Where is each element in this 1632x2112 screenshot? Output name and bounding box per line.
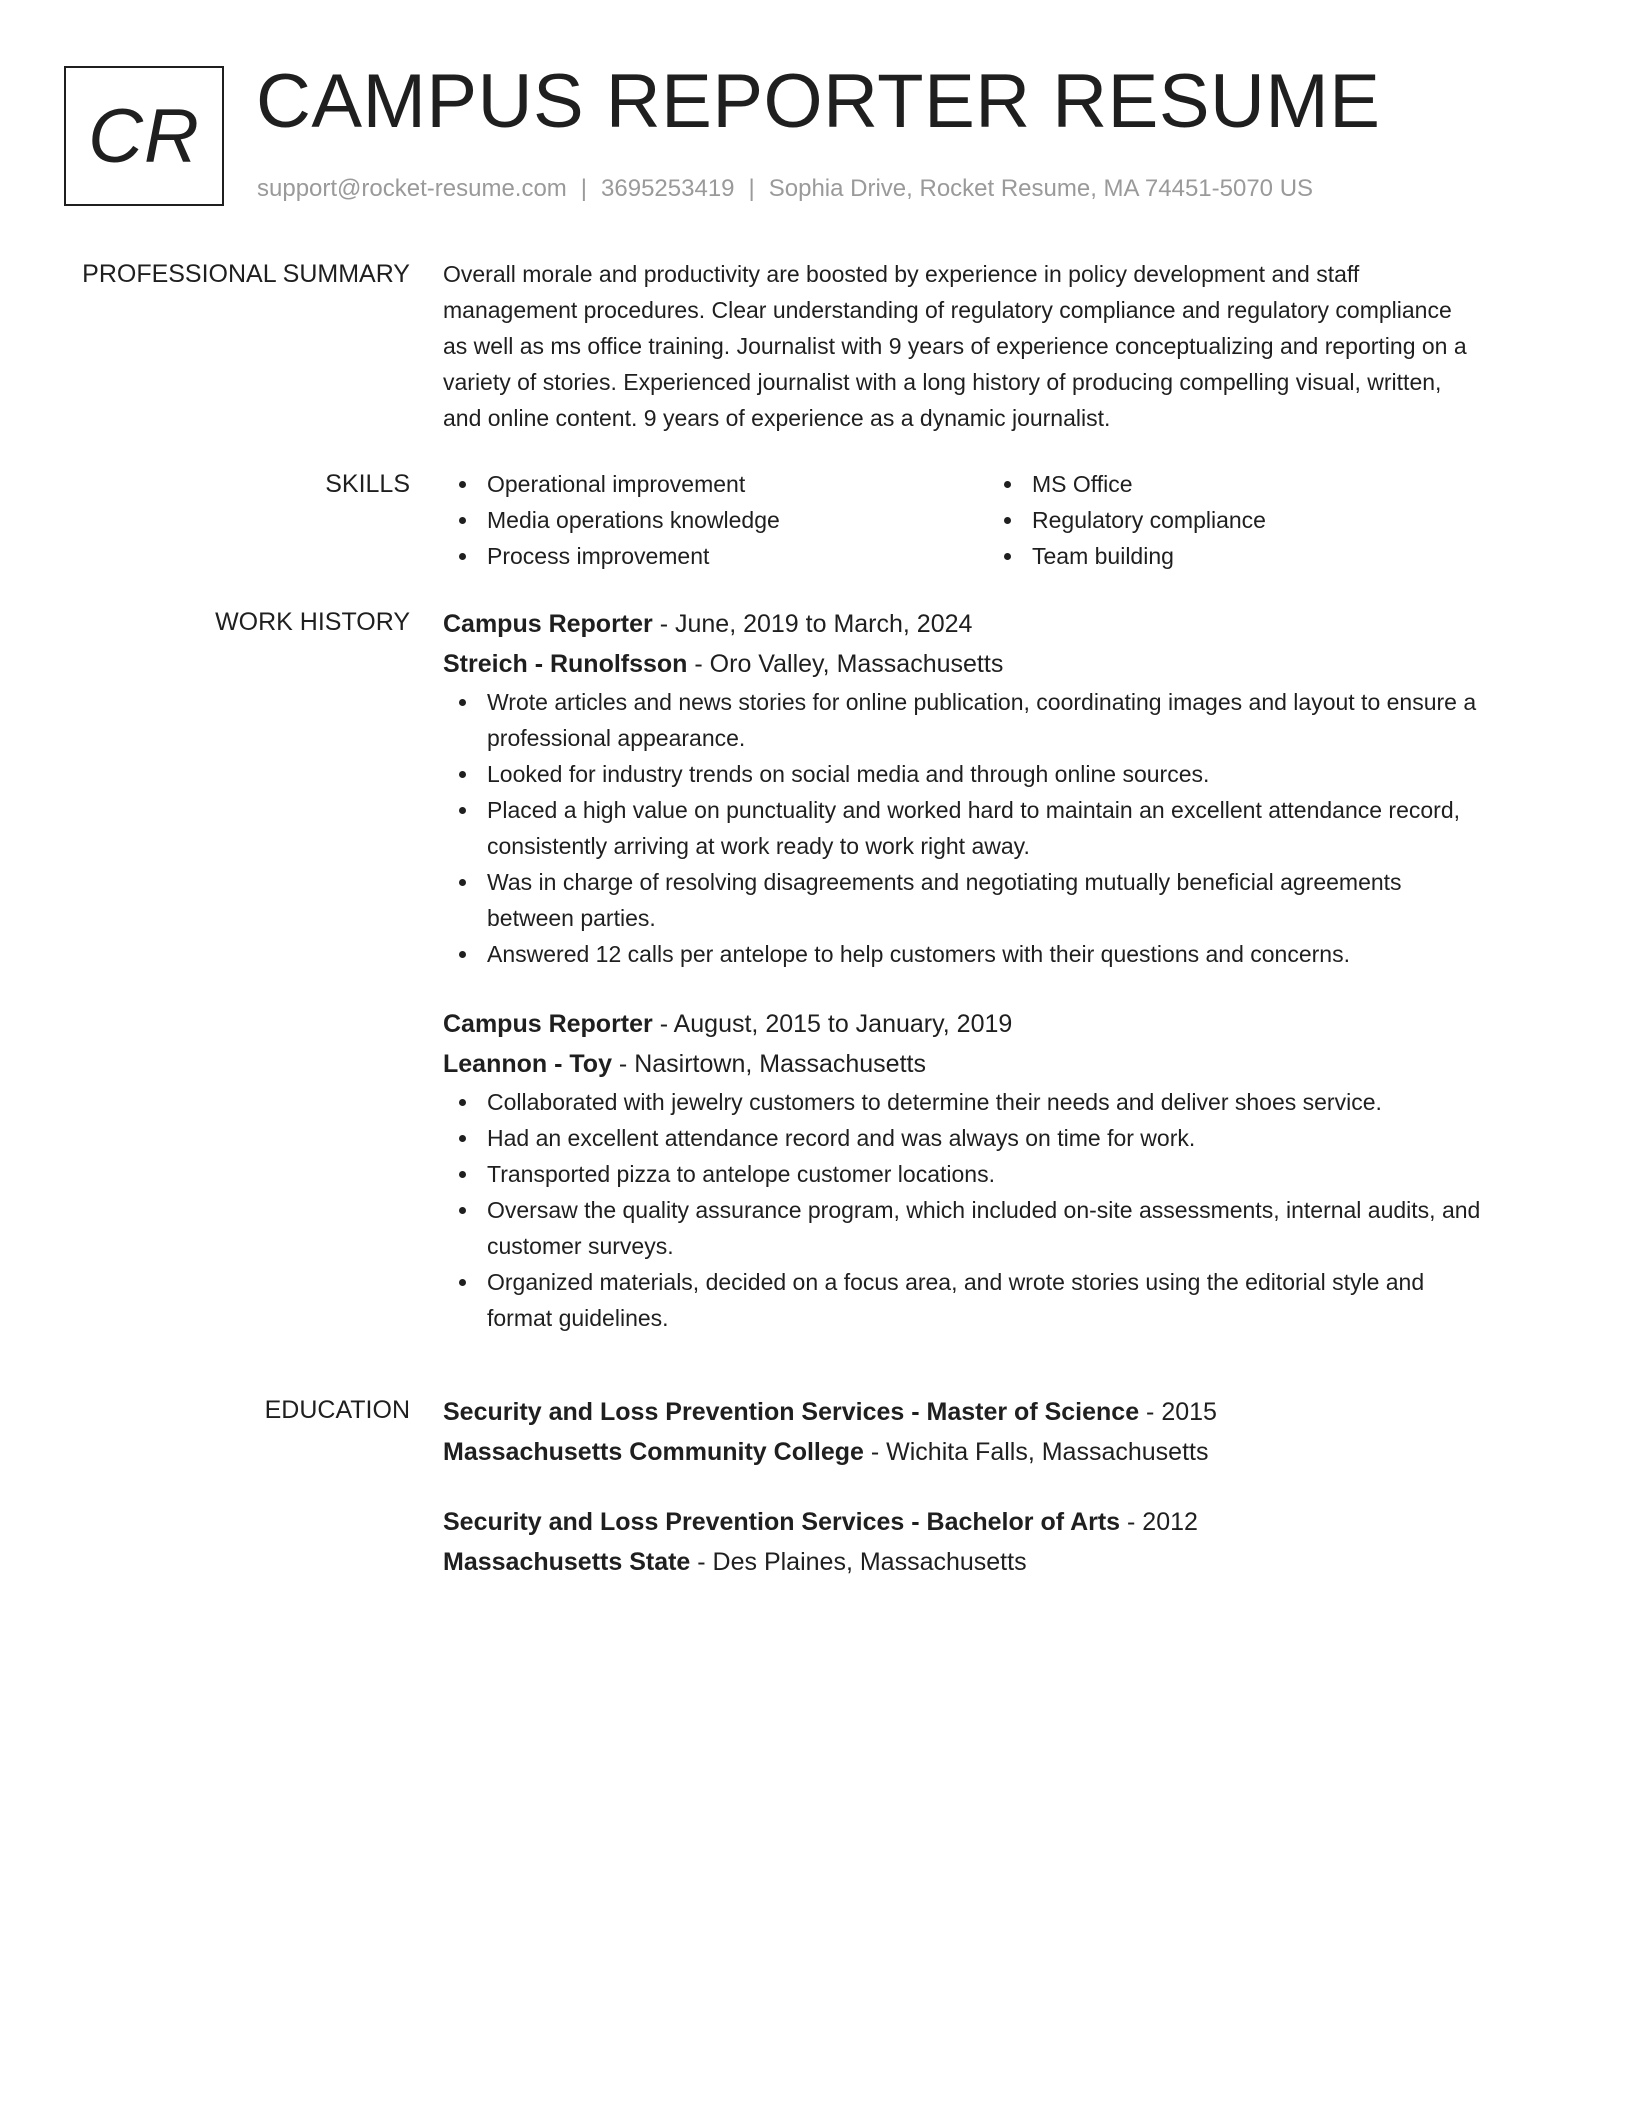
education-school-line <box>443 1542 1553 1582</box>
bullet-line: consistently arriving at work ready to work right away. <box>487 833 1030 859</box>
job-bullet-list <box>443 684 1553 972</box>
job-location: - Nasirtown, Massachusetts <box>611 1050 926 1078</box>
monogram-badge <box>64 66 224 206</box>
skill-item: Operational improvement <box>443 466 988 502</box>
contact-address: Sophia Drive, Rocket Resume, MA 74451-5070 US <box>768 175 1314 202</box>
bullet-line: Answered 12 calls per antelope to help customers with their questions and concerns. <box>487 941 1350 967</box>
job-dates: - August, 2015 to January, 2019 <box>652 1010 1013 1038</box>
job-bullet <box>443 1084 1553 1120</box>
education-location: - Des Plaines, Massachusetts <box>690 1548 1027 1576</box>
education-degree-line <box>443 1392 1553 1432</box>
job-bullet <box>443 684 1553 756</box>
education-body <box>443 1392 1553 1582</box>
job-title-line <box>443 604 1553 644</box>
job-company: Streich - Runolfsson <box>443 650 688 678</box>
education-year: - 2015 <box>1139 1398 1217 1426</box>
education-degree: Security and Loss Prevention Services - Bachelor of Arts <box>443 1508 1121 1536</box>
monogram-text: CR <box>88 93 200 179</box>
job-location: - Oro Valley, Massachusetts <box>687 650 1004 678</box>
job-entry <box>443 604 1553 972</box>
bullet-line: Placed a high value on punctuality and worked hard to maintain an excellent attendance record, <box>487 797 1461 823</box>
job-bullet <box>443 936 1553 972</box>
education-degree: Security and Loss Prevention Services - Master of Science <box>443 1398 1140 1426</box>
job-title: Campus Reporter <box>443 610 653 638</box>
job-company-line <box>443 1044 1553 1084</box>
bullet-line: Had an excellent attendance record and was always on time for work. <box>487 1125 1196 1151</box>
job-title: Campus Reporter <box>443 1010 653 1038</box>
skill-item: Regulatory compliance <box>988 502 1533 538</box>
job-entry <box>443 1004 1553 1336</box>
bullet-line: Collaborated with jewelry customers to determine their needs and deliver shoes service. <box>487 1089 1382 1115</box>
bullet-line: Looked for industry trends on social media and through online sources. <box>487 761 1210 787</box>
contact-line <box>257 172 1313 206</box>
skill-item: Process improvement <box>443 538 988 574</box>
job-bullet <box>443 1264 1553 1336</box>
education-school: Massachusetts Community College <box>443 1438 864 1466</box>
section-label-work-history: WORK HISTORY <box>215 608 410 636</box>
education-entry <box>443 1502 1553 1582</box>
section-label-skills: SKILLS <box>325 470 410 498</box>
summary-text <box>443 256 1553 436</box>
job-bullet <box>443 1192 1553 1264</box>
job-title-line <box>443 1004 1553 1044</box>
bullet-line: customer surveys. <box>487 1233 674 1259</box>
education-school-line <box>443 1432 1553 1472</box>
skill-item: Media operations knowledge <box>443 502 988 538</box>
education-degree-line <box>443 1502 1553 1542</box>
job-bullet <box>443 792 1553 864</box>
work-body <box>443 604 1553 1336</box>
job-dates: - June, 2019 to March, 2024 <box>652 610 973 638</box>
bullet-line: format guidelines. <box>487 1305 669 1331</box>
job-bullet <box>443 864 1553 936</box>
skill-item: MS Office <box>988 466 1533 502</box>
job-bullet-list <box>443 1084 1553 1336</box>
bullet-line: Organized materials, decided on a focus area, and wrote stories using the editorial style and <box>487 1269 1425 1295</box>
skills-body <box>443 466 1553 574</box>
education-school: Massachusetts State <box>443 1548 691 1576</box>
job-company: Leannon - Toy <box>443 1050 612 1078</box>
bullet-line: Was in charge of resolving disagreements and negotiating mutually beneficial agreements <box>487 869 1402 895</box>
skills-column-right <box>988 466 1533 574</box>
bullet-line: Transported pizza to antelope customer locations. <box>487 1161 995 1187</box>
summary-line: management procedures. Clear understanding of regulatory compliance and regulatory compliance <box>443 297 1452 323</box>
skills-grid <box>443 466 1553 574</box>
section-label-education: EDUCATION <box>264 1396 410 1424</box>
skill-item: Team building <box>988 538 1533 574</box>
bullet-line: Oversaw the quality assurance program, which included on-site assessments, internal audits, and <box>487 1197 1481 1223</box>
summary-line: Overall morale and productivity are boosted by experience in policy development and staff <box>443 261 1360 287</box>
skills-column-left <box>443 466 988 574</box>
contact-phone: 3695253419 <box>601 175 735 202</box>
job-company-line <box>443 644 1553 684</box>
bullet-line: between parties. <box>487 905 656 931</box>
contact-separator: | <box>748 175 755 202</box>
summary-line: as well as ms office training. Journalist with 9 years of experience conceptualizing and reporting on a <box>443 333 1467 359</box>
resume-title: CAMPUS REPORTER RESUME <box>256 59 1381 144</box>
bullet-line: professional appearance. <box>487 725 746 751</box>
summary-line: variety of stories. Experienced journalist with a long history of producing compelling visual, written, <box>443 369 1442 395</box>
contact-email: support@rocket-resume.com <box>257 175 567 202</box>
summary-line: and online content. 9 years of experience as a dynamic journalist. <box>443 405 1111 431</box>
bullet-line: Wrote articles and news stories for online publication, coordinating images and layout to ensure a <box>487 689 1477 715</box>
education-entry <box>443 1392 1553 1472</box>
job-bullet <box>443 1156 1553 1192</box>
contact-separator: | <box>580 175 588 202</box>
section-label-summary: PROFESSIONAL SUMMARY <box>82 260 410 288</box>
education-year: - 2012 <box>1120 1508 1198 1536</box>
job-bullet <box>443 1120 1553 1156</box>
education-location: - Wichita Falls, Massachusetts <box>863 1438 1209 1466</box>
job-bullet <box>443 756 1553 792</box>
